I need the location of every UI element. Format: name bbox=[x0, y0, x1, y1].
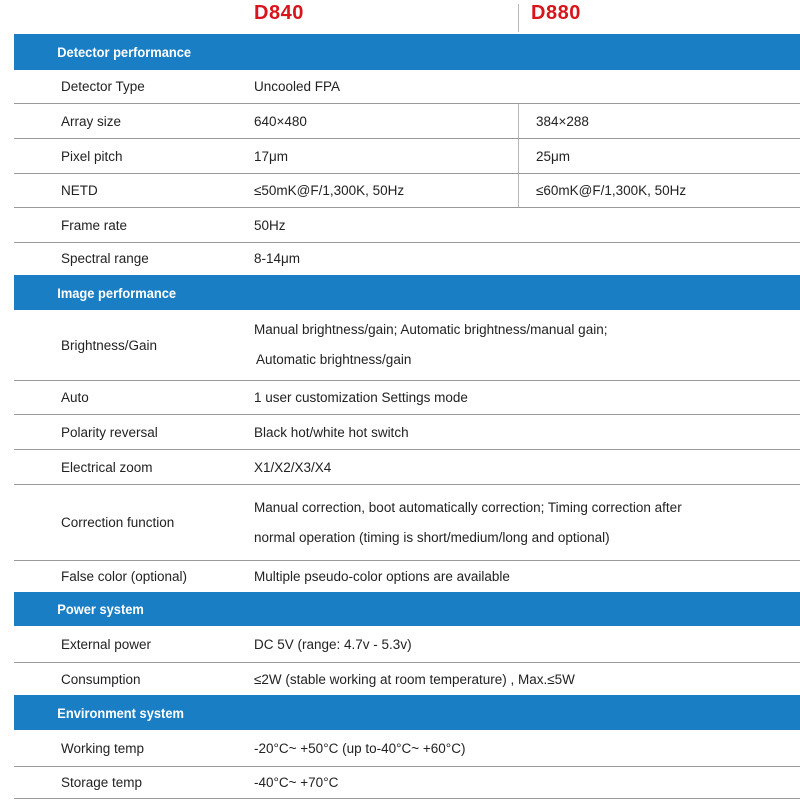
spec-label: Auto bbox=[61, 390, 89, 405]
section-header-power bbox=[14, 592, 800, 626]
spec-label: NETD bbox=[61, 183, 98, 198]
section-header-detector bbox=[14, 34, 800, 70]
spec-row-storage-temp bbox=[14, 767, 800, 799]
spec-row-frame-rate bbox=[14, 208, 800, 243]
spec-value: X1/X2/X3/X4 bbox=[254, 459, 332, 475]
section-title: Power system bbox=[57, 601, 144, 617]
column-divider bbox=[518, 104, 519, 138]
spec-value-d880: ≤60mK@F/1,300K, 50Hz bbox=[536, 183, 687, 198]
model-d840-heading: D840 bbox=[254, 2, 304, 24]
spec-row-false-color bbox=[14, 561, 800, 592]
spec-value: 50Hz bbox=[254, 217, 286, 233]
spec-value bbox=[254, 485, 682, 560]
spec-value-line1: Manual brightness/gain; Automatic brightness/manual gain; bbox=[254, 322, 608, 337]
spec-value bbox=[254, 310, 607, 380]
spec-row-array-size bbox=[14, 104, 800, 139]
spec-label: Correction function bbox=[61, 515, 175, 530]
column-divider bbox=[518, 139, 519, 173]
spec-label: Pixel pitch bbox=[61, 148, 123, 164]
spec-label: Brightness/Gain bbox=[61, 337, 158, 353]
spec-value-line2: Automatic brightness/gain bbox=[256, 352, 412, 367]
spec-label: False color (optional) bbox=[61, 569, 188, 584]
model-d880-heading: D880 bbox=[531, 2, 581, 24]
column-divider bbox=[518, 174, 519, 207]
spec-value-d840: ≤50mK@F/1,300K, 50Hz bbox=[254, 183, 405, 198]
section-title: Environment system bbox=[57, 704, 184, 721]
section-header-environment bbox=[14, 695, 800, 730]
spec-value: -20°C~ +50°C (up to-40°C~ +60°C) bbox=[254, 740, 466, 756]
spec-label: Electrical zoom bbox=[61, 459, 153, 475]
spec-value-d880: 384×288 bbox=[536, 113, 589, 129]
spec-value: 8-14μm bbox=[254, 251, 301, 266]
spec-row-spectral-range bbox=[14, 243, 800, 274]
spec-row-external-power bbox=[14, 626, 800, 663]
spec-value: ≤2W (stable working at room temperature) , Max.≤5W bbox=[254, 671, 575, 687]
spec-label: Consumption bbox=[61, 671, 141, 687]
spec-value: DC 5V (range: 4.7v - 5.3v) bbox=[254, 636, 412, 652]
spec-row-detector-type bbox=[14, 70, 800, 104]
spec-value: Black hot/white hot switch bbox=[254, 424, 409, 440]
spec-label: Polarity reversal bbox=[61, 424, 158, 440]
spec-value: -40°C~ +70°C bbox=[254, 775, 339, 790]
spec-value-line1: Manual correction, boot automatically correction; Timing correction after bbox=[254, 499, 682, 515]
spec-row-netd bbox=[14, 174, 800, 208]
spec-row-working-temp bbox=[14, 730, 800, 767]
spec-label: Spectral range bbox=[61, 251, 149, 266]
model-header bbox=[0, 0, 800, 32]
spec-value: Multiple pseudo-color options are available bbox=[254, 569, 510, 584]
spec-row-brightness-gain bbox=[14, 310, 800, 381]
spec-value-d840: 640×480 bbox=[254, 113, 307, 129]
spec-label: Storage temp bbox=[61, 775, 143, 790]
section-header-image bbox=[14, 275, 800, 310]
spec-label: Array size bbox=[61, 113, 122, 129]
spec-row-correction-function bbox=[14, 485, 800, 561]
spec-label: Frame rate bbox=[61, 217, 128, 233]
spec-label: External power bbox=[61, 636, 152, 652]
spec-row-polarity-reversal bbox=[14, 415, 800, 450]
spec-label: Working temp bbox=[61, 740, 145, 756]
spec-value: Uncooled FPA bbox=[254, 79, 341, 94]
section-title: Image performance bbox=[57, 284, 177, 301]
spec-value: 1 user customization Settings mode bbox=[254, 390, 468, 405]
spec-value-d880: 25μm bbox=[536, 148, 571, 164]
spec-value-d840: 17μm bbox=[254, 148, 289, 164]
spec-row-pixel-pitch bbox=[14, 139, 800, 174]
spec-row-electrical-zoom bbox=[14, 450, 800, 485]
header-divider bbox=[518, 4, 519, 32]
spec-row-auto bbox=[14, 381, 800, 415]
spec-value-line2: normal operation (timing is short/medium/long and optional) bbox=[254, 529, 610, 545]
section-title: Detector performance bbox=[57, 44, 192, 60]
spec-row-consumption bbox=[14, 663, 800, 695]
spec-label: Detector Type bbox=[61, 79, 145, 94]
